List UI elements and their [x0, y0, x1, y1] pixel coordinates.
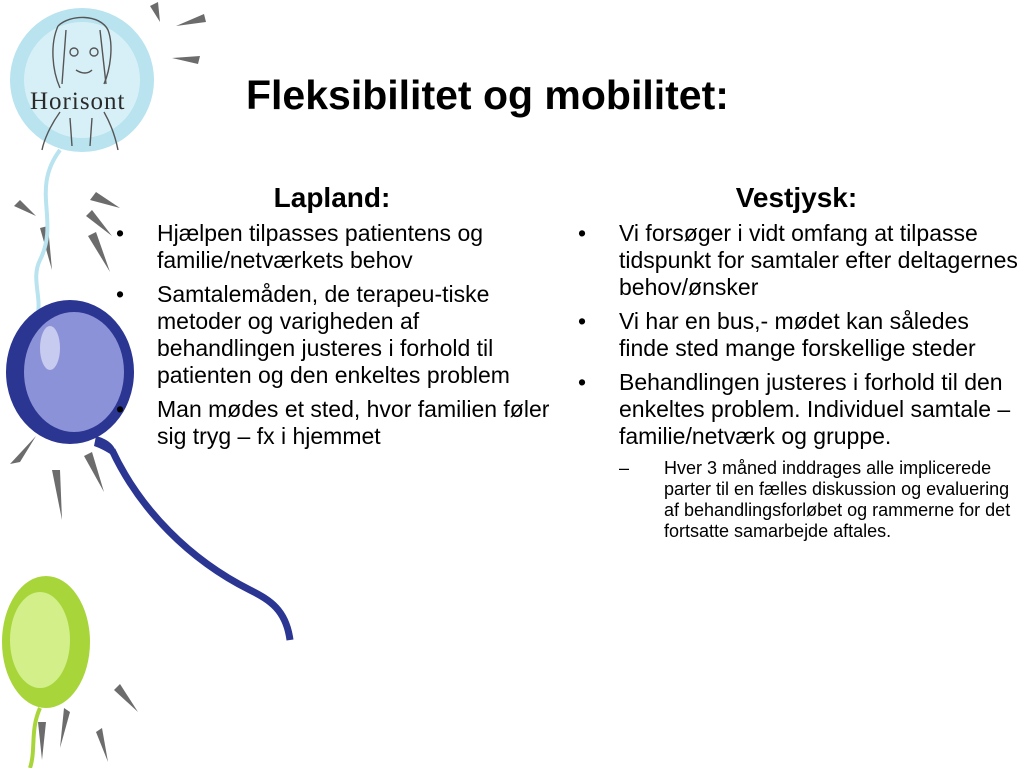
- right-column-heading: Vestjysk:: [735, 182, 858, 213]
- slide-title: Fleksibilitet og mobilitet:: [246, 72, 729, 118]
- right-bullet-list: [574, 220, 1019, 542]
- list-item: [574, 308, 1019, 362]
- bullet-text: Samtalemåden, de terapeu-tiske metoder og varigheden af behandlingen justeres i forhold til patienten og den enkeltes problem: [157, 281, 510, 388]
- sub-list-item: [619, 458, 1019, 542]
- bullet-icon: •: [116, 220, 125, 246]
- bullet-icon: •: [578, 369, 587, 395]
- list-item: [112, 220, 552, 274]
- sub-bullet-list: [619, 458, 1019, 542]
- bullet-text: Vi har en bus,- mødet kan således finde sted mange forskellige steder: [619, 308, 976, 361]
- bullet-icon: •: [578, 308, 587, 334]
- bullet-icon: •: [578, 220, 587, 246]
- bullet-icon: •: [116, 396, 125, 422]
- bullet-text: Vi forsøger i vidt omfang at tilpasse tidspunkt for samtaler efter deltagernes behov/ønsker: [619, 220, 1018, 300]
- left-column-heading: Lapland:: [273, 182, 391, 213]
- bullet-text: Hjælpen tilpasses patientens og familie/netværkets behov: [157, 220, 484, 273]
- logo-wordmark: Horisont: [30, 88, 126, 115]
- bullet-text: Behandlingen justeres i forhold til den enkeltes problem. Individuel samtale – familie/netværk og gruppe.: [619, 369, 1011, 449]
- right-column: [574, 180, 1019, 549]
- left-bullet-list: [112, 220, 552, 450]
- list-item: [112, 396, 552, 450]
- dash-icon: –: [619, 458, 630, 478]
- bullet-icon: •: [116, 281, 125, 307]
- left-column: [112, 180, 552, 457]
- list-item: [574, 369, 1019, 542]
- sub-bullet-text: Hver 3 måned inddrages alle implicerede parter til en fælles diskussion og evaluering af behandlingsforløbet og rammerne for det fortsatte samarbejde aftales.: [664, 458, 1011, 541]
- green-balloon: [2, 576, 90, 768]
- bullet-text: Man mødes et sted, hvor familien føler sig tryg – fx i hjemmet: [157, 396, 550, 449]
- list-item: [574, 220, 1019, 301]
- list-item: [112, 281, 552, 389]
